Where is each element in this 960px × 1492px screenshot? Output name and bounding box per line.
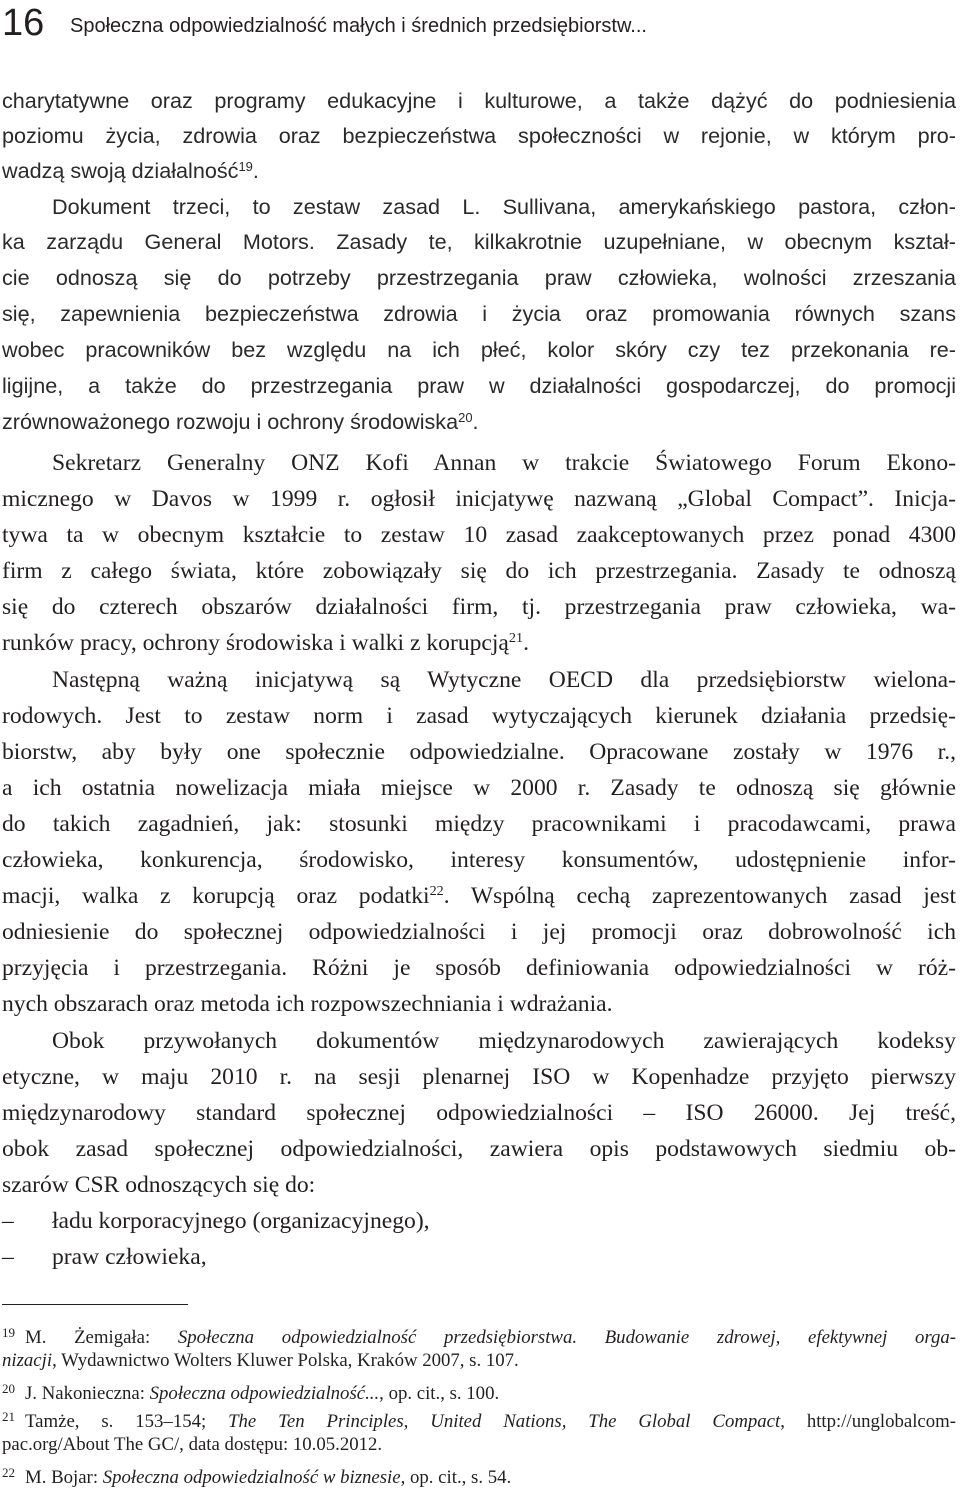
- text-line: poziomu życia, zdrowia oraz bezpieczeństwa społeczności w rejonie, w którym pro-: [2, 123, 956, 148]
- footnote-title: Społeczna odpowiedzialność w biznesie: [102, 1467, 401, 1488]
- text-span: Zasady te, kilkakrotnie uzupełniane, w obecnym kształ-: [314, 229, 956, 254]
- text-line: międzynarodowy standard społecznej odpowiedzialności – ISO 26000. Jej treść,: [2, 1100, 956, 1126]
- text-line: do takich zagadnień, jak: stosunki między pracownikami i pracodawcami, prawa: [2, 811, 956, 837]
- text-span: .: [252, 158, 259, 183]
- footnote-text: , Wydawnictwo Wolters Kluwer Polska, Kraków 2007, s. 107.: [52, 1350, 519, 1371]
- list-item: praw człowieka,: [52, 1244, 207, 1270]
- text-line: obok zasad społecznej odpowiedzialności, zawiera opis podstawowych siedmiu ob-: [2, 1136, 956, 1162]
- text-line: a ich ostatnia nowelizacja miała miejsce w 2000 r. Zasady te odnoszą się głównie: [2, 775, 956, 801]
- text-line: ligijne, a także do przestrzegania praw w działalności gospodarczej, do promocji: [2, 373, 956, 398]
- text-line: odniesienie do społecznej odpowiedzialności i jej promocji oraz dobrowolność ich: [2, 919, 956, 945]
- footnote-20: [2, 1377, 956, 1406]
- footnote-21-cont: [2, 1433, 956, 1457]
- text-span: . Wspólną cechą zaprezentowanych zasad jest: [443, 883, 957, 909]
- text-span: runków pracy, ochrony środowiska i walki z korupcją: [2, 630, 509, 656]
- footnote-19: [2, 1321, 956, 1350]
- footnote-21: [2, 1405, 956, 1434]
- dash-marker: –: [2, 1208, 14, 1234]
- footnote-number: 19: [2, 1325, 15, 1340]
- text-line: szarów CSR odnoszących się do:: [2, 1172, 316, 1198]
- footnote-text: Tamże, s. 153–154;: [25, 1411, 229, 1432]
- footnote-author: J. Nakonieczna:: [25, 1383, 150, 1404]
- text-line: [2, 407, 956, 437]
- footnote-author: M. Żemigała:: [25, 1327, 178, 1348]
- text-line: etyczne, w maju 2010 r. na sesji plenarnej ISO w Kopenhadze przyjęto pierwszy: [2, 1064, 956, 1090]
- text-line: biorstw, aby były one społecznie odpowiedzialne. Opracowane zostały w 1976 r.,: [2, 739, 956, 765]
- footnote-title: Społeczna odpowiedzialność przedsiębiorstwa. Budowanie zdrowej, efektywnej orga-: [177, 1327, 957, 1348]
- text-line: się, zapewnienia bezpieczeństwa zdrowia i życia oraz promowania równych szans: [2, 301, 956, 326]
- footnote-number: 21: [2, 1409, 15, 1424]
- text-line: [2, 881, 956, 911]
- list-item: ładu korporacyjnego (organizacyjnego),: [52, 1208, 430, 1234]
- text-line: Sekretarz Generalny ONZ Kofi Annan w trakcie Światowego Forum Ekono-: [52, 450, 956, 476]
- running-head: Społeczna odpowiedzialność małych i średnich przedsiębiorstw...: [70, 15, 647, 37]
- footnote-divider: [2, 1304, 188, 1305]
- text-line: cie odnoszą się do potrzeby przestrzegania praw człowieka, wolności zrzeszania: [2, 265, 956, 290]
- footnote-ref[interactable]: 21: [508, 630, 524, 647]
- text-span: ka zarządu General Motors.: [2, 229, 315, 254]
- footnote-text: , op. cit., s. 54.: [400, 1467, 512, 1488]
- text-line: Dokument trzeci, to zestaw zasad L. Sullivana, amerykańskiego pastora, człon-: [52, 194, 956, 219]
- text-span: wadzą swoją działalność: [2, 158, 239, 183]
- footnote-ref[interactable]: 19: [238, 158, 253, 174]
- text-line: [2, 628, 956, 658]
- footnote-ref[interactable]: 20: [458, 409, 473, 425]
- footnote-title: The Ten Principles, United Nations, The Global Compact: [228, 1411, 781, 1432]
- text-line: Następną ważną inicjatywą są Wytyczne OECD dla przedsiębiorstw wielona-: [52, 667, 956, 693]
- page-number: 16: [2, 2, 45, 44]
- text-line: Obok przywołanych dokumentów międzynarodowych zawierających kodeksy: [52, 1028, 956, 1054]
- footnote-number: 22: [2, 1465, 15, 1480]
- footnote-22: [2, 1461, 956, 1490]
- footnote-author: M. Bojar:: [25, 1467, 103, 1488]
- text-line: przyjęcia i przestrzegania. Różni je sposób definiowania odpowiedzialności w róż-: [2, 955, 956, 981]
- page-header: [0, 0, 960, 48]
- footnote-text: , op. cit., s. 100.: [379, 1383, 500, 1404]
- footnote-ref[interactable]: 22: [429, 883, 444, 900]
- dash-marker: –: [2, 1244, 14, 1270]
- text-line: nych obszarach oraz metoda ich rozpowszechniania i wdrażania.: [2, 991, 613, 1017]
- text-line: charytatywne oraz programy edukacyjne i kulturowe, a także dążyć do podniesienia: [2, 88, 956, 113]
- text-line: wobec pracowników bez względu na ich płeć, kolor skóry czy tez przekonania re-: [2, 337, 956, 362]
- text-line: człowieka, konkurencja, środowisko, interesy konsumentów, udostępnienie infor-: [2, 847, 956, 873]
- text-span: .: [472, 409, 479, 434]
- footnote-link[interactable]: pac.org/About The GC/, data dostępu: 10.05.2012.: [2, 1434, 383, 1455]
- text-line: [2, 156, 956, 186]
- text-line: się do czterech obszarów działalności firm, tj. przestrzegania praw człowieka, wa-: [2, 594, 956, 620]
- footnote-title: nizacji: [2, 1350, 53, 1371]
- text-span: .: [523, 630, 529, 656]
- text-line: rodowych. Jest to zestaw norm i zasad wytyczających kierunek działania przedsię-: [2, 703, 956, 729]
- text-span: zrównoważonego rozwoju i ochrony środowiska: [2, 409, 459, 434]
- footnote-link[interactable]: , http://unglobalcom-: [780, 1411, 957, 1432]
- text-line: [2, 227, 956, 257]
- footnote-title: Społeczna odpowiedzialność...: [149, 1383, 380, 1404]
- footnote-19-cont: [2, 1349, 956, 1373]
- text-line: tywa ta w obecnym kształcie to zestaw 10 zasad zaakceptowanych przez ponad 4300: [2, 522, 956, 548]
- footnote-number: 20: [2, 1381, 15, 1396]
- text-line: firm z całego świata, które zobowiązały się do ich przestrzegania. Zasady te odnoszą: [2, 558, 956, 584]
- text-span: macji, walka z korupcją oraz podatki: [2, 883, 430, 909]
- text-line: micznego w Davos w 1999 r. ogłosił inicjatywę nazwaną „Global Compact”. Inicja-: [2, 486, 956, 512]
